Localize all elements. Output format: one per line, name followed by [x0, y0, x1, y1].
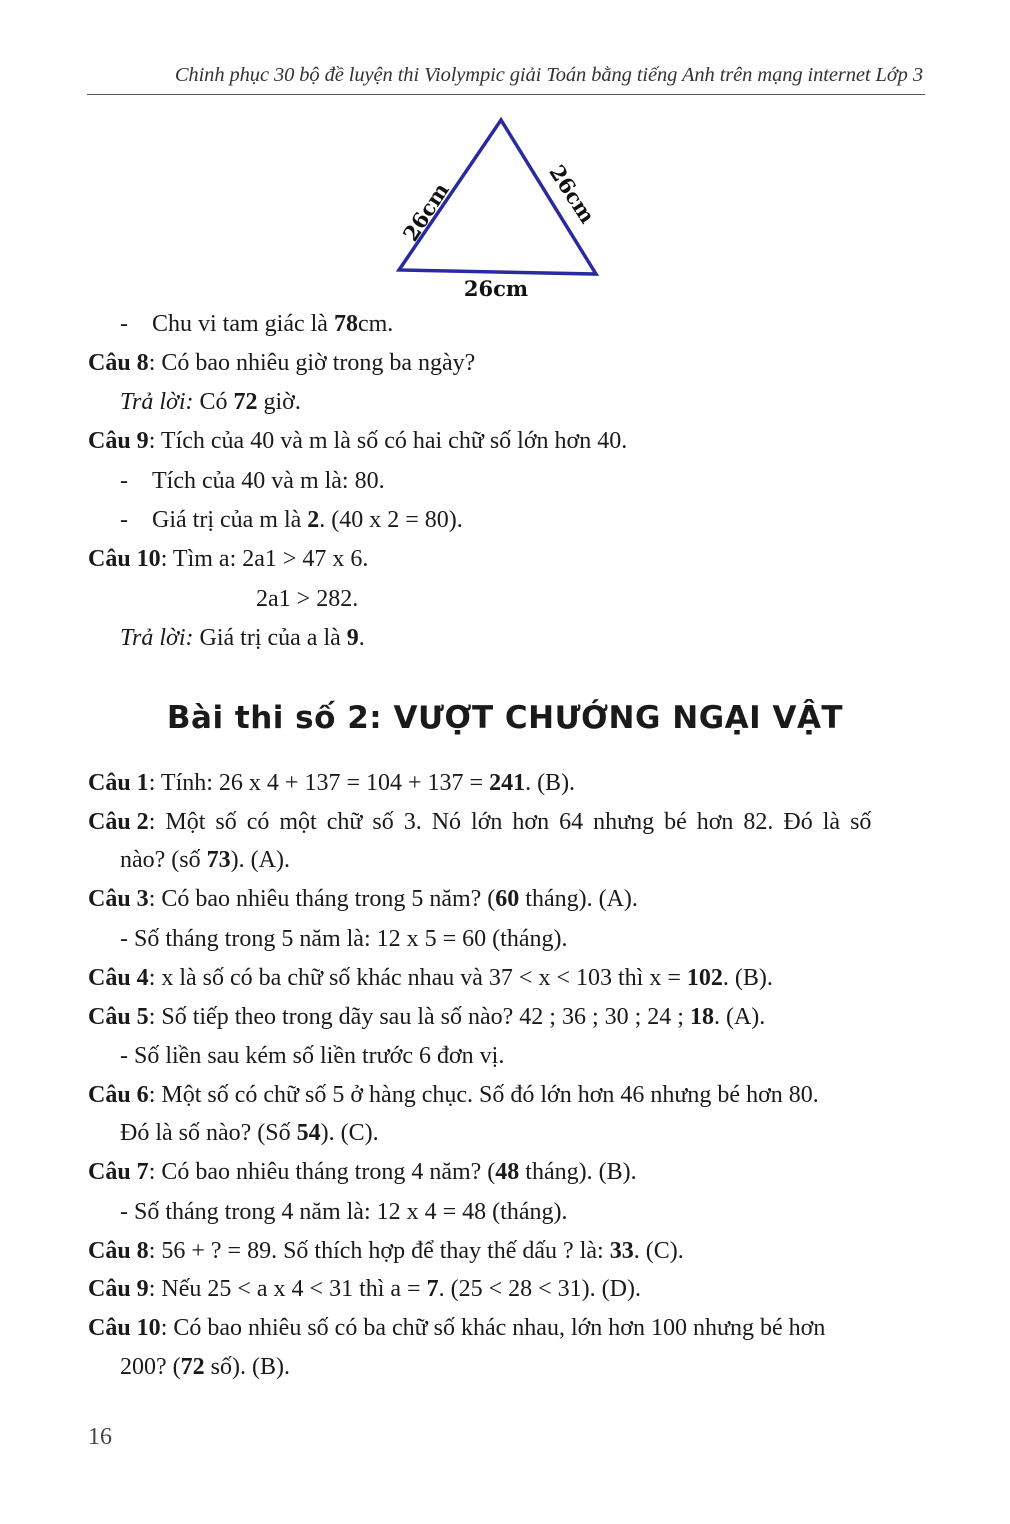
answer-value: 241 — [489, 770, 526, 796]
question-text: . (B). — [722, 965, 773, 991]
question-8 — [88, 349, 475, 377]
answer-value: 102 — [686, 965, 723, 991]
question-text: 200? ( — [120, 1354, 181, 1380]
section-title: Bài thi số 2: VƯỢT CHƯỚNG NGẠI VẬT — [166, 700, 844, 736]
question-text: . (25 < 28 < 31). (D). — [438, 1276, 641, 1302]
question-10 — [88, 545, 368, 573]
explanation-text: Tích của 40 và m là: 80. — [152, 468, 385, 494]
p2-question-8 — [88, 1237, 684, 1265]
answer-text: Có — [193, 389, 234, 415]
question-text: : Có bao nhiêu tháng trong 4 năm? ( — [148, 1159, 496, 1185]
p2-question-5 — [88, 1003, 765, 1031]
perimeter-value: 78 — [333, 311, 358, 337]
bottom-side-label: 26cm — [463, 276, 529, 301]
dash-marker: - — [120, 468, 128, 494]
q10-line-2 — [256, 585, 358, 613]
question-text: : Có bao nhiêu số có ba chữ số khác nhau, lớn hơn 100 nhưng bé hơn — [160, 1315, 826, 1341]
question-text: ). (A). — [230, 847, 290, 873]
question-label: Câu 8 — [88, 350, 149, 376]
answer-text: Giá trị của a là — [193, 625, 347, 651]
question-text: : Có bao nhiêu giờ trong ba ngày? — [148, 350, 476, 376]
question-text: tháng). (B). — [519, 1159, 637, 1185]
answer-value: 7 — [426, 1276, 439, 1302]
answer-value: 72 — [180, 1354, 205, 1380]
answer-value: 48 — [495, 1159, 520, 1185]
p2-question-5-dash — [120, 1042, 504, 1070]
question-label: Câu 8 — [88, 1238, 149, 1264]
question-text: số). (B). — [204, 1354, 290, 1380]
explanation-text: . (40 x 2 = 80). — [319, 507, 463, 533]
p2-question-7-dash — [120, 1198, 567, 1226]
question-text: : Một số có chữ số 5 ở hàng chục. Số đó lớn hơn 46 nhưng bé hơn 80. — [148, 1082, 819, 1108]
q9-dash-2 — [120, 506, 463, 534]
perimeter-line — [120, 310, 393, 338]
question-text: . (C). — [633, 1238, 684, 1264]
answer-value: 9 — [346, 625, 359, 651]
triangle-svg — [388, 112, 608, 307]
question-text: : Tìm a: 2a1 > 47 x 6. — [160, 546, 369, 572]
perimeter-text: Chu vi tam giác là — [152, 311, 334, 337]
question-text: nào? (số — [120, 847, 207, 873]
answer-text: . — [358, 625, 365, 651]
running-header — [87, 64, 925, 95]
inequality-text: 2a1 > 282. — [256, 586, 359, 612]
p2-question-10 — [88, 1314, 825, 1342]
question-label: Câu 5 — [88, 1004, 149, 1030]
answer-value: 72 — [233, 389, 258, 415]
p2-question-6-cont — [120, 1119, 379, 1147]
question-label: Câu 10 — [88, 546, 161, 572]
perimeter-unit: cm. — [357, 311, 394, 337]
page-number: 16 — [88, 1424, 112, 1450]
question-label: Câu 4 — [88, 965, 149, 991]
question-label: Câu 9 — [88, 428, 149, 454]
question-text: : Tính: 26 x 4 + 137 = 104 + 137 = — [148, 770, 490, 796]
question-text: : Nếu 25 < a x 4 < 31 thì a = — [148, 1276, 427, 1302]
p2-question-4 — [88, 964, 773, 992]
q9-dash-1 — [120, 467, 385, 495]
question-label: Câu 9 — [88, 1276, 149, 1302]
question-text: ). (C). — [320, 1120, 379, 1146]
p2-question-9 — [88, 1275, 641, 1303]
answer-value: 33 — [609, 1238, 634, 1264]
answer-10 — [120, 624, 365, 652]
left-side-label: 26cm — [397, 178, 454, 246]
dash-marker: - — [120, 507, 128, 533]
p2-question-3 — [88, 885, 638, 913]
explanation-text: - Số liền sau kém số liền trước 6 đơn vị. — [120, 1043, 505, 1069]
p2-question-3-dash — [120, 925, 567, 953]
explanation-text: Giá trị của m là — [152, 507, 308, 533]
question-label: Câu 7 — [88, 1159, 149, 1185]
p2-question-2-cont — [120, 846, 290, 874]
dash-marker: - — [120, 311, 128, 337]
question-9 — [88, 427, 627, 455]
explanation-text: - Số tháng trong 5 năm là: 12 x 5 = 60 (tháng). — [120, 926, 568, 952]
question-text: : Một số có một chữ số 3. Nó lớn hơn 64 nhưng bé hơn 82. Đó là số — [148, 809, 872, 835]
question-label: Câu 2 — [88, 809, 149, 835]
running-header-text: Chinh phục 30 bộ đề luyện thi Violympic giải Toán bằng tiếng Anh trên mạng internet Lớp 3 — [174, 64, 923, 86]
answer-value: 2 — [307, 507, 320, 533]
question-text: : 56 + ? = 89. Số thích hợp để thay thế dấu ? là: — [148, 1238, 610, 1264]
triangle-figure — [388, 112, 608, 307]
p2-question-7 — [88, 1158, 637, 1186]
answer-value: 60 — [495, 886, 520, 912]
question-label: Câu 10 — [88, 1315, 161, 1341]
question-text: : x là số có ba chữ số khác nhau và 37 < x < 103 thì x = — [148, 965, 687, 991]
question-text: : Tích của 40 và m là số có hai chữ số lớn hơn 40. — [148, 428, 628, 454]
right-side-label: 26cm — [544, 160, 601, 228]
question-text: : Số tiếp theo trong dãy sau là số nào? 42 ; 36 ; 30 ; 24 ; — [148, 1004, 690, 1030]
answer-label: Trả lời: — [120, 625, 194, 651]
question-text: . (A). — [713, 1004, 766, 1030]
answer-value: 54 — [296, 1120, 321, 1146]
question-text: tháng). (A). — [519, 886, 638, 912]
question-label: Câu 3 — [88, 886, 149, 912]
answer-value: 18 — [689, 1004, 714, 1030]
question-text: . (B). — [525, 770, 576, 796]
question-label: Câu 1 — [88, 770, 149, 796]
explanation-text: - Số tháng trong 4 năm là: 12 x 4 = 48 (tháng). — [120, 1199, 568, 1225]
answer-value: 73 — [206, 847, 231, 873]
question-text: Đó là số nào? (Số — [120, 1120, 297, 1146]
question-label: Câu 6 — [88, 1082, 149, 1108]
answer-text: giờ. — [257, 389, 301, 415]
answer-8 — [120, 388, 301, 416]
p2-question-6 — [88, 1081, 819, 1109]
p2-question-10-cont — [120, 1353, 290, 1381]
answer-label: Trả lời: — [120, 389, 194, 415]
p2-question-2 — [88, 808, 871, 836]
question-text: : Có bao nhiêu tháng trong 5 năm? ( — [148, 886, 496, 912]
p2-question-1 — [88, 769, 575, 797]
